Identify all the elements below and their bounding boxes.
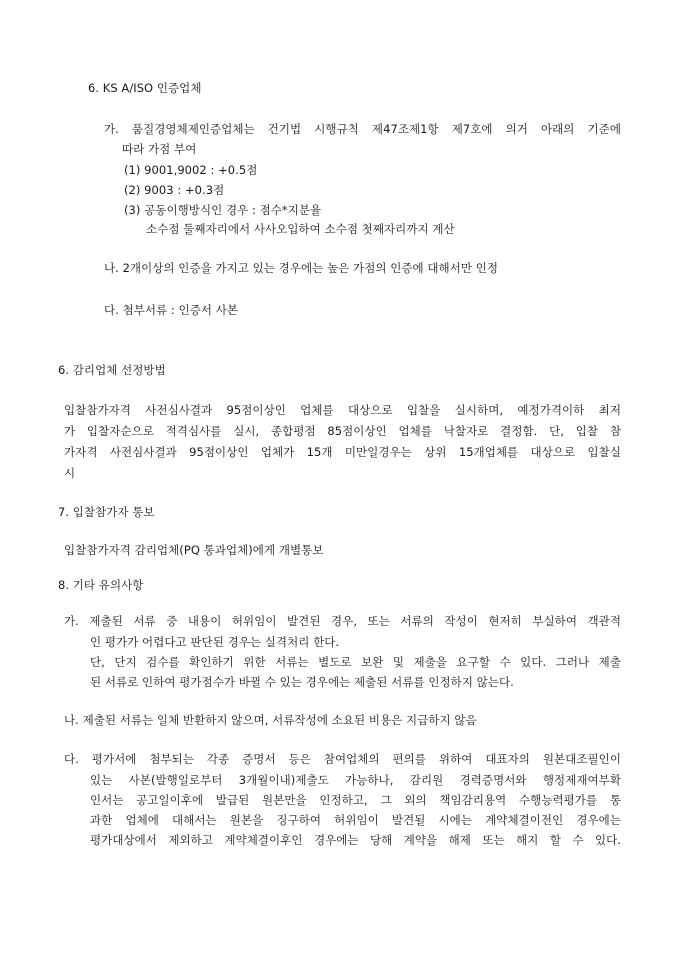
section-7-body: 입찰참가자격 감리업체(PQ 통과업체)에게 개별통보 <box>64 543 324 557</box>
notes-ga-line1: 가. 제출된 서류 중 내용이 허위임이 발견된 경우, 또는 서류의 작성이 현저히 부실하여 객관적 <box>64 614 621 628</box>
notes-ga-line4: 된 서류로 인하여 평가점수가 바뀔 수 있는 경우에는 제출된 서류를 인정하지 않는다. <box>90 675 514 689</box>
selection-para-line1: 입찰참가자격 사전심사결과 95점이상인 업체를 대상으로 입찰을 실시하며, 예정가격이하 최저 <box>64 403 621 417</box>
section-6-selection-heading: 6. 감리업체 선정방법 <box>58 363 166 377</box>
notes-ga-line3: 단, 단지 검수를 확인하기 위한 서류는 별도로 보완 및 제출을 요구할 수 있다. 그러나 제출 <box>90 655 621 669</box>
notes-da-line4: 과한 업체에 대해서는 원본을 징구하여 허위임이 발견될 시에는 계약체결이전인 경우에는 <box>90 813 621 827</box>
ks-subitem-1: (1) 9001,9002 : +0.5점 <box>124 163 258 177</box>
section-8-heading: 8. 기타 유의사항 <box>58 578 144 592</box>
ks-subitem-3-note: 소수점 둘째자리에서 사사오입하여 소수점 첫째자리까지 계산 <box>146 222 455 236</box>
notes-ga-line2: 인 평가가 어렵다고 판단된 경우는 실격처리 한다. <box>90 635 340 649</box>
ks-item-ga-line1: 가. 품질경영체제인증업체는 건기법 시행규칙 제47조제1항 제7호에 의거 아래의 기준에 <box>104 122 621 136</box>
ks-subitem-3: (3) 공동이행방식인 경우 : 점수*지분율 <box>124 203 322 217</box>
selection-para-line3: 가자격 사전심사결과 95점이상인 업체가 15개 미만일경우는 상위 15개업체를 대상으로 입찰실 <box>64 445 621 459</box>
section-7-heading: 7. 입찰참가자 통보 <box>58 505 155 519</box>
ks-item-na: 나. 2개이상의 인증을 가지고 있는 경우에는 높은 가점의 인증에 대해서만 인정 <box>104 261 499 275</box>
notes-na: 나. 제출된 서류는 일체 반환하지 않으며, 서류작성에 소요된 비용은 지급하지 않음 <box>64 713 477 727</box>
ks-item-ga-line2: 따라 가점 부여 <box>122 142 197 156</box>
notes-da-line5: 평가대상에서 제외하고 계약체결이후인 경우에는 당해 계약을 해제 또는 해지 할 수 있다. <box>90 833 621 847</box>
selection-para-line4: 시 <box>64 466 76 480</box>
section-6-ks-heading: 6. KS A/ISO 인증업체 <box>88 81 202 95</box>
notes-da-line1: 다. 평가서에 첨부되는 각종 증명서 등은 참여업체의 편의를 위하여 대표자의 원본대조필인이 <box>64 752 621 766</box>
ks-subitem-2: (2) 9003 : +0.3점 <box>124 183 225 197</box>
selection-para-line2: 가 입찰자순으로 적격심사를 실시, 종합평점 85점이상인 업체를 낙찰자로 결정함. 단, 입찰 참 <box>64 424 621 438</box>
ks-item-da: 다. 첨부서류 : 인증서 사본 <box>104 303 239 317</box>
notes-da-line3: 인서는 공고일이후에 발급된 원본만을 인정하고, 그 외의 책임감리용역 수행능력평가를 통 <box>90 793 621 807</box>
notes-da-line2: 있는 사본(발행일로부터 3개월이내)제출도 가능하나, 감리원 경력증명서와 행정제재여부확 <box>90 773 621 787</box>
